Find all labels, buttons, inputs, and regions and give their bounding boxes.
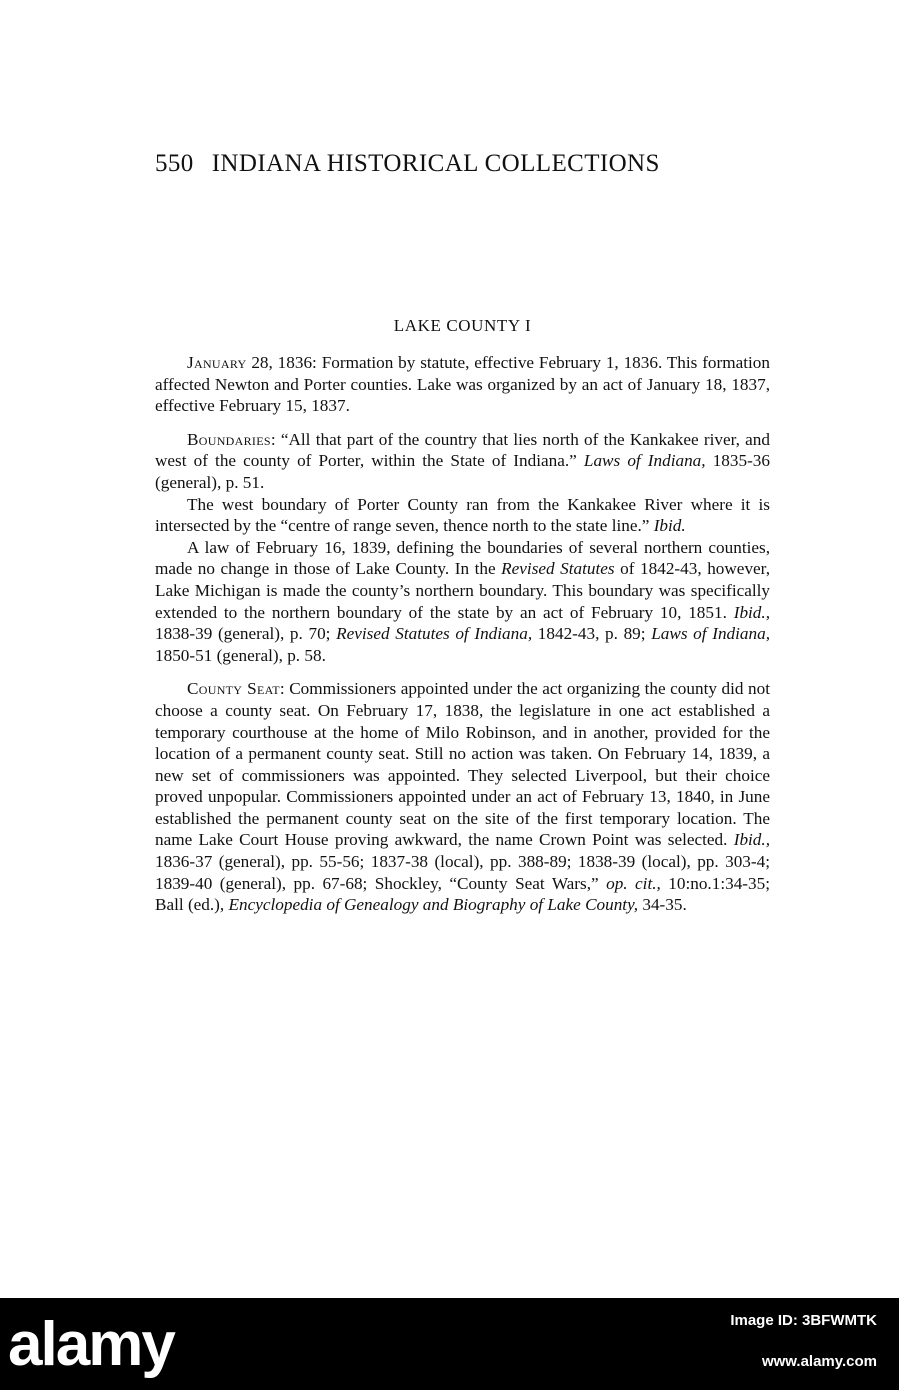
county-seat-ital-2: op. cit., [606,873,661,893]
law-1839-text-3: 1838-39 (general), p. 70; [155,624,337,644]
county-seat-text-4: 34-35. [638,895,687,915]
law-1839-text-1: A law of February 16, 1839, defining the boundaries of several northern counties, made no change in those of Lake County. In the [155,537,770,579]
boundaries-citation-1: Laws of Indiana, [583,451,706,471]
county-seat-label: County Seat [187,679,280,699]
west-boundary-citation: Ibid. [653,516,686,536]
county-seat-text-2: 1836-37 (general), pp. 55-56; 1837-38 (local), pp. 388-89; 1838-39 (local), pp. 303-4; 1839-40 (general), pp. 67-68; Shockley, “County Seat Wars,” [155,852,770,893]
running-head [155,150,715,178]
image-id-label: Image ID: 3BFWMTK [730,1312,877,1329]
boundaries-label: Boundaries [187,429,271,449]
law-1839-text-5: 1850-51 (general), p. 58. [155,645,326,665]
law-1839-ital-1: Revised Statutes [501,559,615,579]
formation-text: 28, 1836: Formation by statute, effective February 1, 1836. This formation affected Newton and Porter counties. Lake was organized by an act of January 18, 1837, effective February 15, 1837. [155,353,770,416]
paragraph-county-seat [155,678,770,916]
boundaries-text-2: 1835-36 (general), p. 51. [155,451,770,492]
watermark-banner [0,1298,899,1390]
west-boundary-text: The west boundary of Porter County ran from the Kankakee River where it is intersected by the “centre of range seven, thence north to the state line.” [155,494,770,536]
body-text [155,352,770,916]
law-1839-ital-2: Ibid., [733,602,770,622]
paragraph-west-boundary [155,494,770,537]
paragraph-formation [155,352,770,417]
paragraph-boundaries [155,429,770,494]
county-seat-ital-3: Encyclopedia of Genealogy and Biography of Lake County, [228,895,639,915]
site-url-label: www.alamy.com [761,1353,877,1370]
boundaries-text-1: : “All that part of the country that lies north of the Kankakee river, and west of the county of Porter, within the State of Indiana.” [155,429,770,471]
paragraph-law-1839 [155,537,770,667]
law-1839-text-2: of 1842-43, however, Lake Michigan is made the county’s northern boundary. This boundary was specifically extended to the northern boundary of the state by an act of February 10, 1851. [155,559,770,622]
law-1839-ital-4: Laws of Indiana, [651,624,770,644]
county-seat-text-1: : Commissioners appointed under the act organizing the county did not choose a county seat. On February 17, 1838, the legislature in one act established a temporary courthouse at the home of Milo Robinson, and in another, provided for the location of a permanent county seat. Still no action was taken. On February 14, 1839, a new set of commissioners was appointed. They selected Liverpool, but their choice proved unpopular. Commissioners appointed under an act of February 13, 1840, in June established the permanent county seat on the site of the first temporary location. The name Lake Court House proving awkward, the name Crown Point was selected. [155,679,770,850]
formation-date-label: January [187,353,247,372]
running-title: INDIANA HISTORICAL COLLECTIONS [211,150,660,177]
county-seat-text-3: 10:no.1:34-35; Ball (ed.), [155,873,770,915]
alamy-logo: alamy [8,1310,174,1379]
county-seat-ital-1: Ibid., [733,830,770,850]
page-number: 550 [155,150,194,177]
law-1839-ital-3: Revised Statutes of Indiana, [336,624,533,644]
law-1839-text-4: 1842-43, p. 89; [532,624,652,644]
section-title: LAKE COUNTY I [393,316,532,335]
